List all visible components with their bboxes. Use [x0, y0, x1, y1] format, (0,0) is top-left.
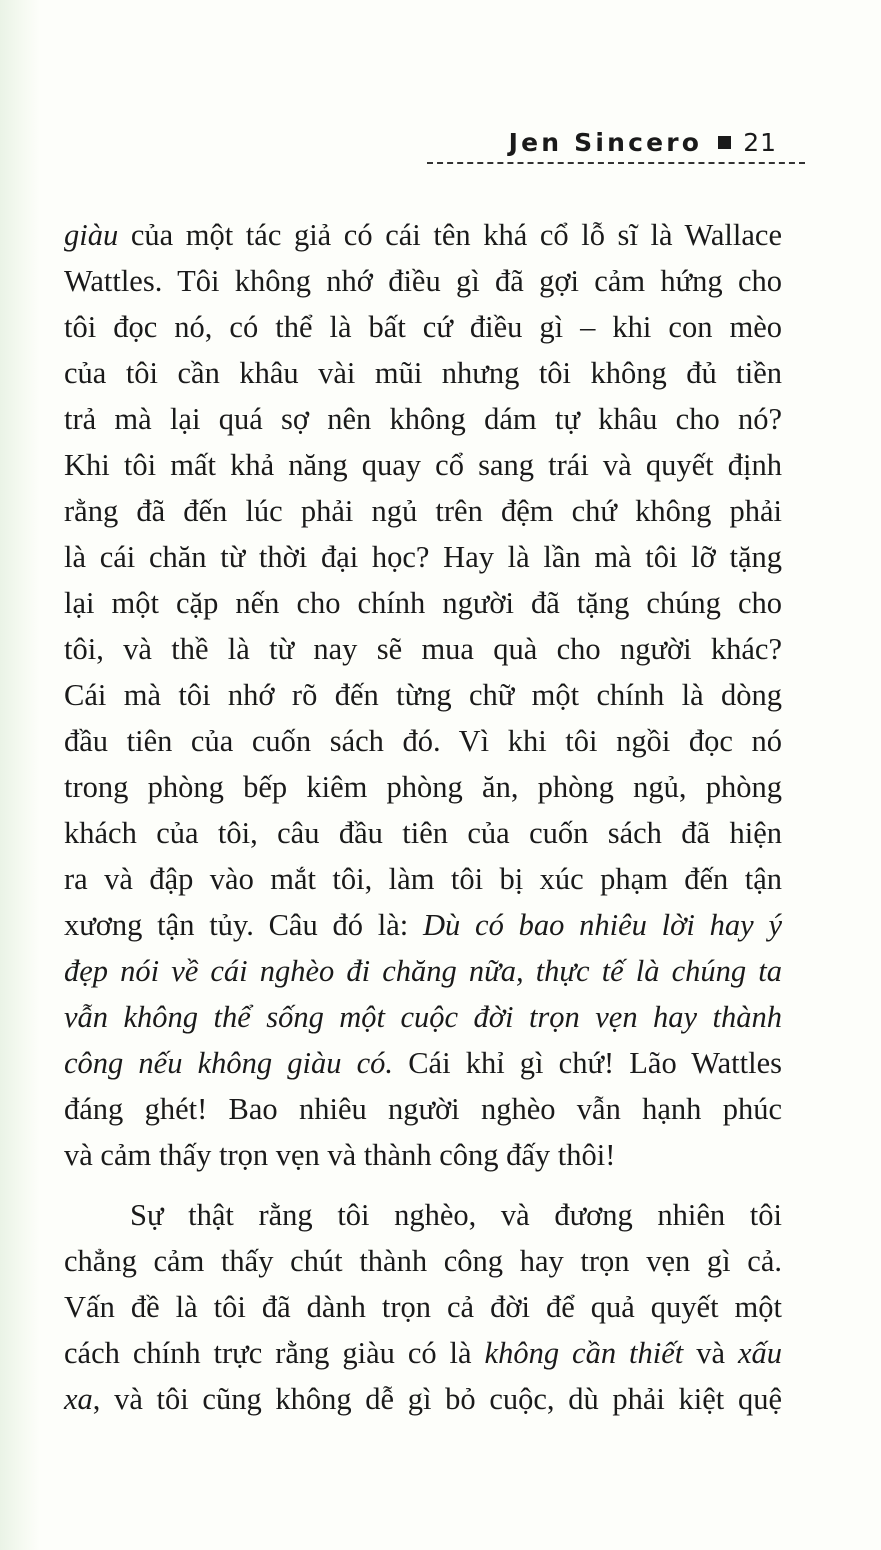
- text-line: ra và đập vào mắt tôi, làm tôi bị xúc phạm đến tận: [64, 862, 782, 896]
- text-line: rằng đã đến lúc phải ngủ trên đệm chứ không phải: [64, 494, 782, 528]
- text-line: Cái mà tôi nhớ rõ đến từng chữ một chính là dòng: [64, 678, 782, 712]
- text-line: đầu tiên của cuốn sách đó. Vì khi tôi ngồi đọc nó: [64, 724, 782, 758]
- page-number: 21: [743, 127, 777, 157]
- text-line: chẳng cảm thấy chút thành công hay trọn vẹn gì cả.: [64, 1244, 782, 1278]
- running-head: [509, 122, 777, 162]
- text-line: xương tận tủy. Câu đó là: Dù có bao nhiêu lời hay ý: [64, 908, 782, 942]
- text-line: đáng ghét! Bao nhiêu người nghèo vẫn hạnh phúc: [64, 1092, 782, 1126]
- text-line: Sự thật rằng tôi nghèo, và đương nhiên tôi: [130, 1198, 782, 1232]
- text-line: vẫn không thể sống một cuộc đời trọn vẹn hay thành: [64, 1000, 782, 1034]
- text-line: Khi tôi mất khả năng quay cổ sang trái và quyết định: [64, 448, 782, 482]
- text-line: tôi, và thề là từ nay sẽ mua quà cho người khác?: [64, 632, 782, 666]
- header-dotted-rule: [427, 162, 805, 164]
- square-bullet-icon: [718, 136, 731, 149]
- paragraph-gap: [64, 1178, 782, 1192]
- body-text: [64, 212, 782, 1422]
- text-line: Vấn đề là tôi đã dành trọn cả đời để quả quyết một: [64, 1290, 782, 1324]
- text-line: cách chính trực rằng giàu có là không cần thiết và xấu: [64, 1336, 782, 1370]
- text-line: khách của tôi, câu đầu tiên của cuốn sách đã hiện: [64, 816, 782, 850]
- text-line: tôi đọc nó, có thể là bất cứ điều gì – khi con mèo: [64, 310, 782, 344]
- text-line: Wattles. Tôi không nhớ điều gì đã gợi cảm hứng cho: [64, 264, 782, 298]
- paragraph-2: [64, 1192, 782, 1422]
- text-line: và cảm thấy trọn vẹn và thành công đấy thôi!: [64, 1138, 616, 1172]
- text-line: trả mà lại quá sợ nên không dám tự khâu cho nó?: [64, 402, 782, 436]
- text-line: trong phòng bếp kiêm phòng ăn, phòng ngủ, phòng: [64, 770, 782, 804]
- text-line: là cái chăn từ thời đại học? Hay là lần mà tôi lỡ tặng: [64, 540, 782, 574]
- text-line: giàu của một tác giả có cái tên khá cổ lỗ sĩ là Wallace: [64, 218, 782, 252]
- page-spine-shadow: [0, 0, 40, 1550]
- paragraph-1: [64, 212, 782, 1178]
- running-head-author: Jen Sincero: [508, 127, 703, 157]
- text-line: đẹp nói về cái nghèo đi chăng nữa, thực tế là chúng ta: [64, 954, 782, 988]
- text-line: của tôi cần khâu vài mũi nhưng tôi không đủ tiền: [64, 356, 782, 390]
- text-line: công nếu không giàu có. Cái khỉ gì chứ! Lão Wattles: [64, 1046, 783, 1080]
- text-line: xa, và tôi cũng không dễ gì bỏ cuộc, dù phải kiệt quệ: [64, 1382, 782, 1416]
- text-line: lại một cặp nến cho chính người đã tặng chúng cho: [64, 586, 782, 620]
